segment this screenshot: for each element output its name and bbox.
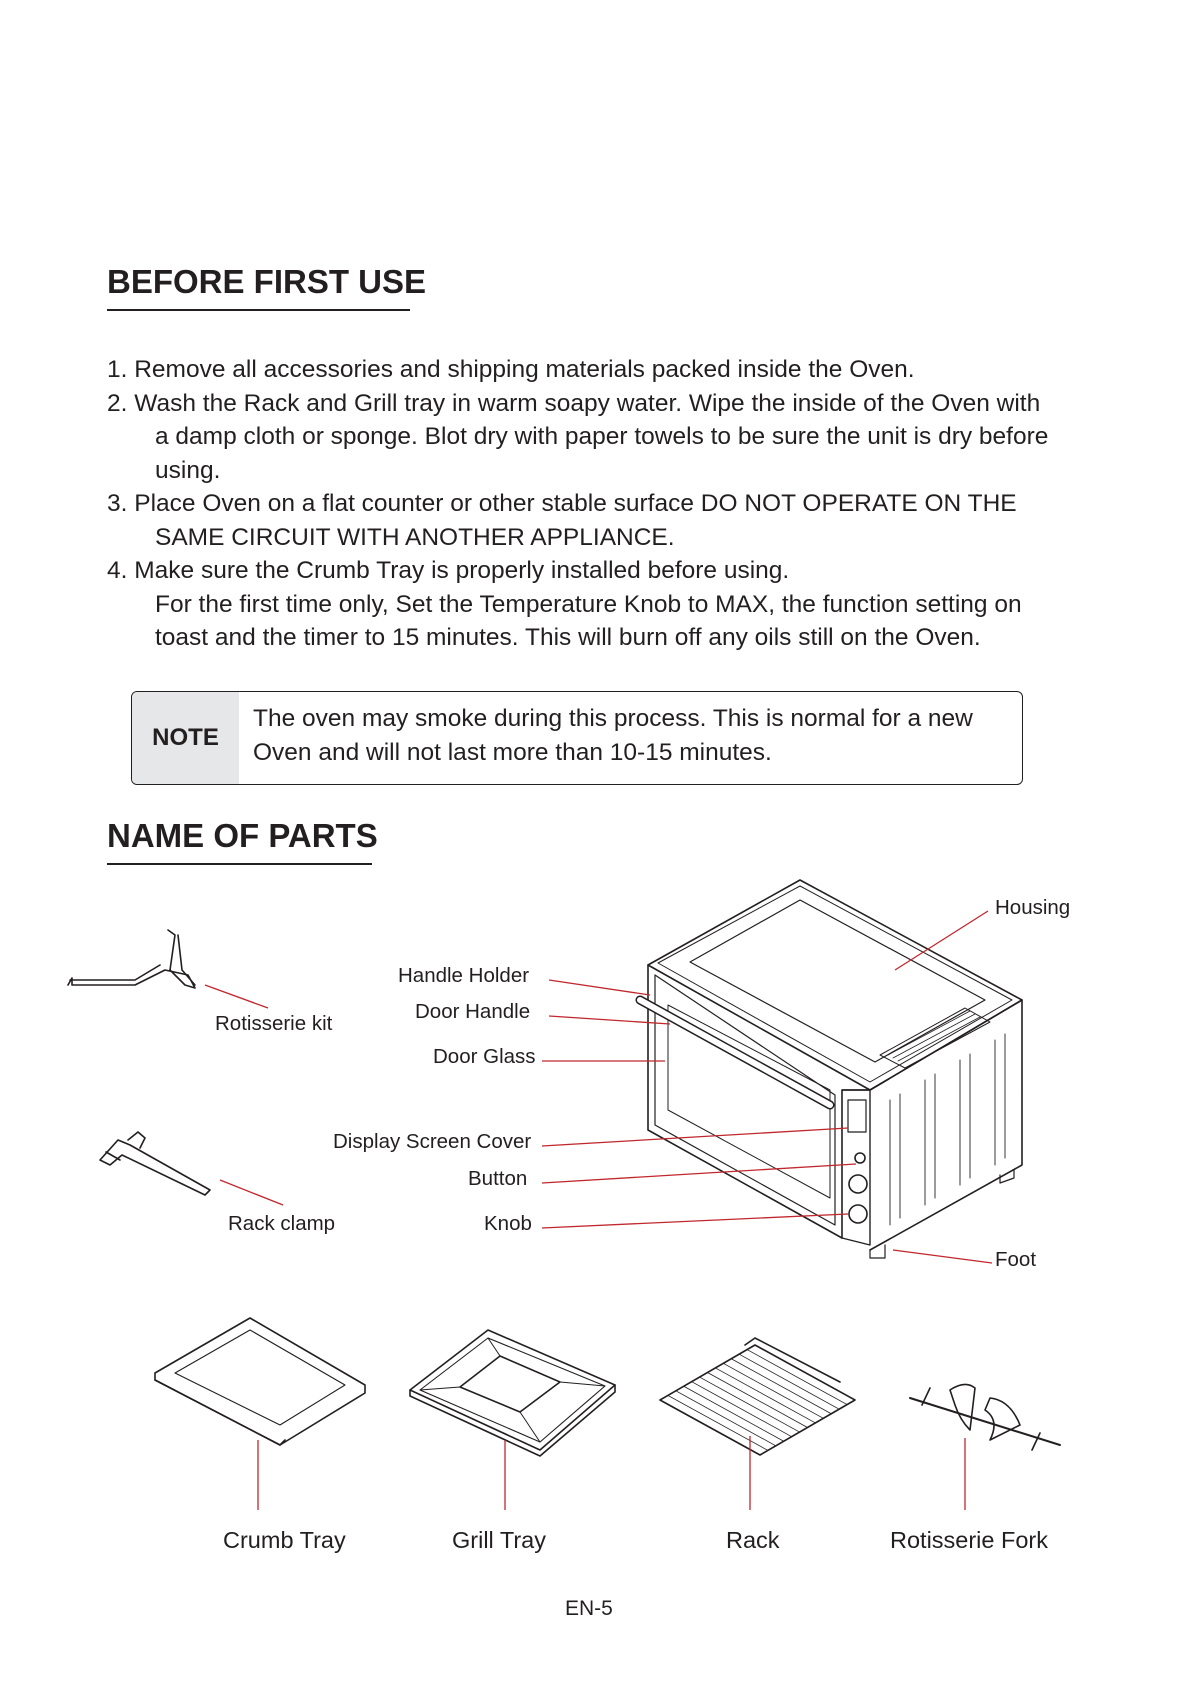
section-heading-name-of-parts: NAME OF PARTS xyxy=(107,817,372,865)
toaster-oven-illustration xyxy=(640,880,1022,1258)
label-grill-tray: Grill Tray xyxy=(452,1527,546,1553)
instruction-line: 1. Remove all accessories and shipping materials packed inside the Oven. xyxy=(107,356,915,383)
rack-wire xyxy=(708,1373,808,1428)
grill-tray-illustration xyxy=(410,1330,615,1456)
label-rack: Rack xyxy=(726,1527,780,1553)
rack-wire xyxy=(692,1382,792,1437)
leader-handle-holder xyxy=(549,980,650,995)
instruction-line: a damp cloth or sponge. Blot dry with paper towels to be sure the unit is dry before xyxy=(155,423,1049,450)
instruction-line: 2. Wash the Rack and Grill tray in warm soapy water. Wipe the inside of the Oven with xyxy=(107,389,1041,417)
rack-wire xyxy=(723,1363,823,1418)
page-number: EN-5 xyxy=(565,1597,613,1620)
instruction-line: toast and the timer to 15 minutes. This will burn off any oils still on the Oven. xyxy=(155,624,981,651)
rack-wire xyxy=(739,1354,839,1409)
rack-wire xyxy=(731,1359,831,1414)
instruction-line: SAME CIRCUIT WITH ANOTHER APPLIANCE. xyxy=(155,523,675,551)
rack-wire xyxy=(676,1391,776,1446)
leader-housing xyxy=(895,911,988,970)
label-handle-holder: Handle Holder xyxy=(398,964,530,987)
leader-rack-clamp xyxy=(220,1180,283,1205)
label-button: Button xyxy=(468,1167,528,1190)
leader-rotisserie-kit xyxy=(205,985,268,1008)
leader-display-screen-cover xyxy=(542,1128,848,1146)
instruction-line: For the first time only, Set the Temperature Knob to MAX, the function setting on xyxy=(155,590,1022,618)
rotisserie-fork-illustration xyxy=(910,1384,1060,1450)
rack-wire xyxy=(715,1368,815,1423)
label-housing: Housing xyxy=(995,896,1071,919)
label-knob: Knob xyxy=(484,1212,532,1235)
leader-knob xyxy=(542,1214,848,1228)
rack-wire xyxy=(684,1386,784,1441)
rotisserie-kit-illustration xyxy=(68,930,195,988)
label-door-handle: Door Handle xyxy=(415,1000,531,1023)
note-line: Oven and will not last more than 10-15 minutes. xyxy=(253,738,772,766)
rack-wire xyxy=(668,1395,768,1450)
leader-button xyxy=(542,1164,856,1183)
label-rack-clamp: Rack clamp xyxy=(228,1212,336,1235)
label-rotisserie-kit: Rotisserie kit xyxy=(215,1012,333,1035)
rack-wire xyxy=(700,1377,800,1432)
leader-lines xyxy=(205,911,992,1510)
crumb-tray-illustration xyxy=(155,1318,365,1445)
rack-illustration xyxy=(660,1338,855,1455)
label-rotisserie-fork: Rotisserie Fork xyxy=(890,1527,1049,1553)
label-door-glass: Door Glass xyxy=(433,1045,536,1068)
label-display-screen-cover: Display Screen Cover xyxy=(333,1130,532,1153)
label-crumb-tray: Crumb Tray xyxy=(223,1527,346,1553)
leader-foot xyxy=(893,1250,992,1263)
note-line: The oven may smoke during this process. This is normal for a new xyxy=(253,705,973,732)
leader-door-handle xyxy=(549,1016,670,1024)
instruction-line: 4. Make sure the Crumb Tray is properly installed before using. xyxy=(107,557,790,584)
instruction-line: 3. Place Oven on a flat counter or other stable surface DO NOT OPERATE ON THE xyxy=(107,490,1017,517)
label-foot: Foot xyxy=(995,1248,1037,1271)
note-label: NOTE xyxy=(132,692,239,784)
rack-clamp-illustration xyxy=(100,1132,210,1195)
section-heading-before-first-use: BEFORE FIRST USE xyxy=(107,263,410,311)
instruction-line: using. xyxy=(155,456,221,484)
